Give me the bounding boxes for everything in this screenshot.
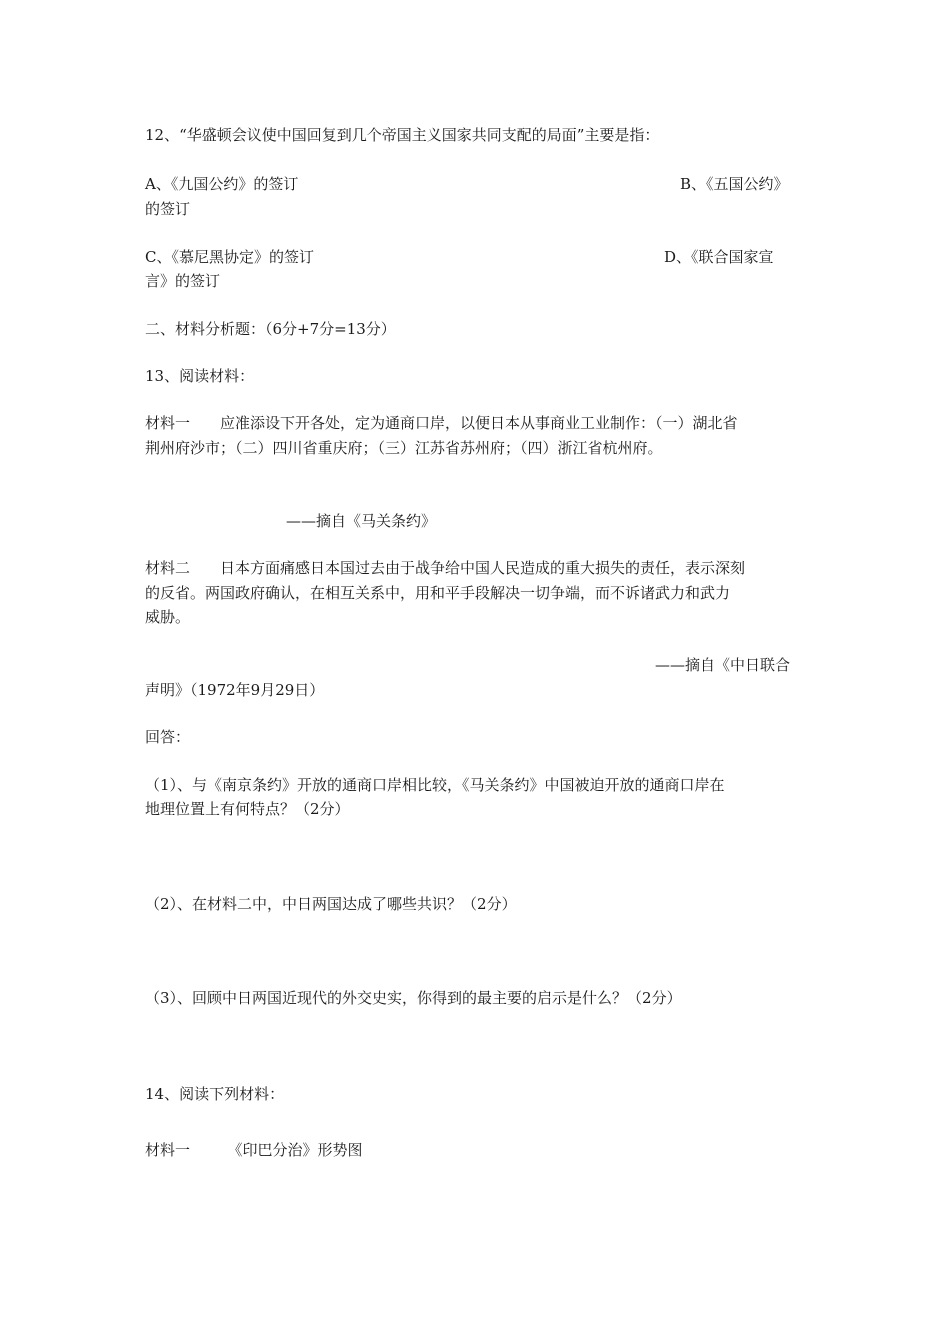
- q13-sub3: （3）、回顾中日两国近现代的外交史实，你得到的最主要的启示是什么？（2分）: [145, 989, 682, 1007]
- section-title: 二、材料分析题：（6分+7分=13分）: [145, 320, 396, 338]
- q13-material2-source: ——摘自《中日联合: [655, 656, 791, 674]
- q14-material1: 材料一 《印巴分治》形势图: [145, 1141, 363, 1159]
- q13-material2-line1: 材料二 日本方面痛感日本国过去由于战争给中国人民造成的重大损失的责任，表示深刻: [145, 559, 746, 577]
- q12-option-c: C、《慕尼黑协定》的签订: [145, 248, 314, 266]
- q12-option-b-cont: 的签订: [145, 200, 191, 218]
- q13-material1-line1: 材料一 应准添设下开各处，定为通商口岸，以便日本从事商业工业制作：（一）湖北省: [145, 414, 738, 432]
- q13-material1-line2: 荆州府沙市；（二）四川省重庆府；（三）江苏省苏州府；（四）浙江省杭州府。: [145, 439, 663, 457]
- q13-material2-line3: 威胁。: [145, 608, 191, 626]
- answer-label: 回答：: [145, 728, 191, 746]
- q12-stem: 12、“华盛顿会议使中国回复到几个帝国主义国家共同支配的局面”主要是指：: [145, 126, 660, 144]
- q13-material2-line2: 的反省。两国政府确认，在相互关系中，用和平手段解决一切争端，而不诉诸武力和武力: [145, 584, 731, 602]
- q12-option-d: D、《联合国家宣: [664, 248, 774, 266]
- q12-option-a: A、《九国公约》的签订: [145, 175, 299, 193]
- q12-option-d-cont: 言》的签订: [145, 272, 221, 290]
- q13-sub1-line2: 地理位置上有何特点？（2分）: [145, 800, 350, 818]
- q13-sub1-line1: （1）、与《南京条约》开放的通商口岸相比较，《马关条约》中国被迫开放的通商口岸在: [145, 776, 725, 794]
- q13-material2-source-cont: 声明》（1972年9月29日）: [145, 681, 325, 699]
- q13-stem: 13、阅读材料：: [145, 367, 255, 385]
- q14-stem: 14、阅读下列材料：: [145, 1085, 285, 1103]
- q13-sub2: （2）、在材料二中，中日两国达成了哪些共识？（2分）: [145, 895, 517, 913]
- q13-material1-source: ——摘自《马关条约》: [286, 512, 437, 530]
- q12-option-b: B、《五国公约》: [680, 175, 789, 193]
